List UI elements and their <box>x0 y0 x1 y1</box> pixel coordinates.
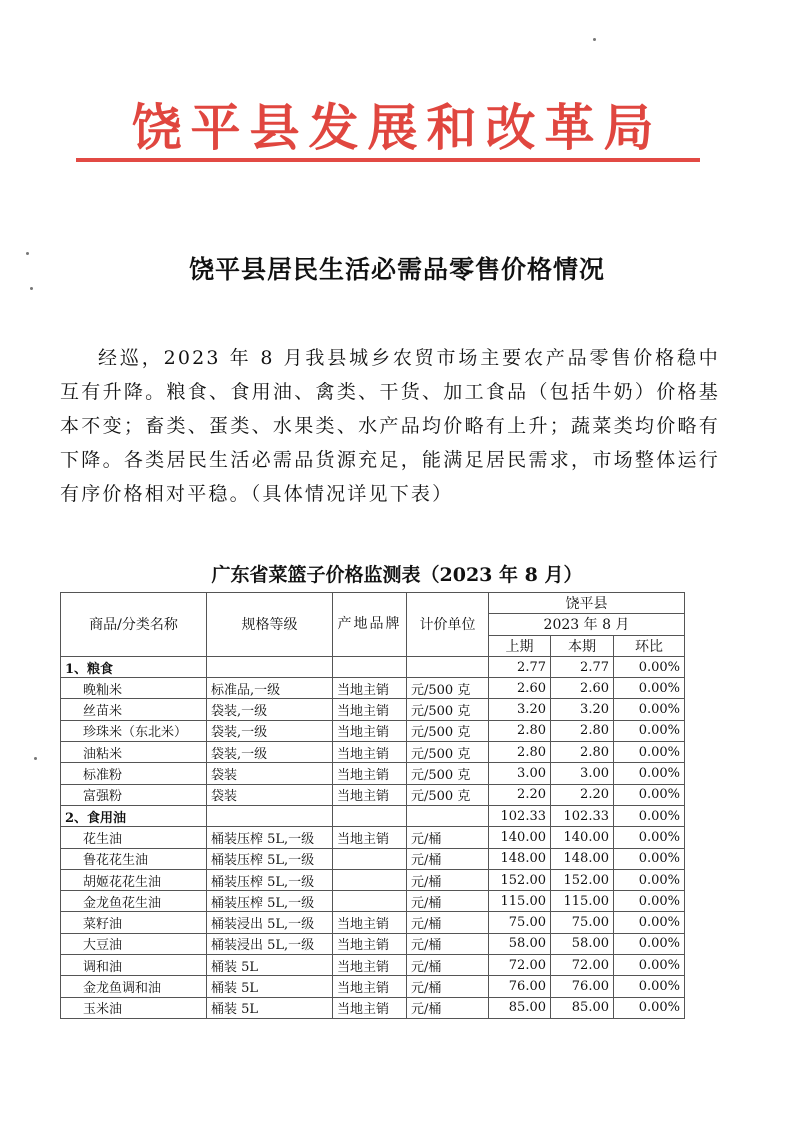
document-title: 饶平县居民生活必需品零售价格情况 <box>188 255 605 284</box>
cell-prev: 2.60 <box>489 678 551 699</box>
letterhead-rule <box>76 158 700 162</box>
scan-speck <box>34 757 37 760</box>
cell-unit: 元/500 克 <box>407 763 489 784</box>
cell-name: 2、食用油 <box>61 805 207 826</box>
cell-prev: 152.00 <box>489 869 551 890</box>
cell-spec: 桶装浸出 5L,一级 <box>207 933 333 954</box>
cell-unit: 元/桶 <box>407 976 489 997</box>
cell-spec: 桶装 5L <box>207 976 333 997</box>
scan-speck <box>593 38 596 41</box>
cell-origin: 当地主销 <box>333 827 407 848</box>
cell-curr: 3.00 <box>551 763 614 784</box>
cell-unit: 元/桶 <box>407 912 489 933</box>
header-unit: 计价单位 <box>407 593 489 657</box>
body-paragraph <box>60 341 720 511</box>
cell-curr: 72.00 <box>551 955 614 976</box>
cell-curr: 85.00 <box>551 997 614 1018</box>
table-row <box>61 912 685 933</box>
cell-spec: 桶装压榨 5L,一级 <box>207 827 333 848</box>
cell-prev: 148.00 <box>489 848 551 869</box>
cell-spec: 袋装 <box>207 763 333 784</box>
cell-name: 鲁花花生油 <box>61 848 207 869</box>
cell-prev: 3.00 <box>489 763 551 784</box>
cell-unit: 元/桶 <box>407 955 489 976</box>
cell-unit: 元/500 克 <box>407 742 489 763</box>
table-row <box>61 869 685 890</box>
cell-origin: 当地主销 <box>333 933 407 954</box>
cell-origin: 当地主销 <box>333 678 407 699</box>
cell-prev: 58.00 <box>489 933 551 954</box>
cell-unit: 元/桶 <box>407 891 489 912</box>
cell-prev: 85.00 <box>489 997 551 1018</box>
table-row <box>61 763 685 784</box>
table-row <box>61 848 685 869</box>
header-name: 商品/分类名称 <box>61 593 207 657</box>
table-title: 广东省菜篮子价格监测表（2023 年 8 月） <box>211 564 583 586</box>
cell-unit <box>407 805 489 826</box>
cell-spec: 桶装 5L <box>207 955 333 976</box>
header-period: 2023 年 8 月 <box>489 614 685 635</box>
cell-curr: 2.60 <box>551 678 614 699</box>
cell-ratio: 0.00% <box>614 997 685 1018</box>
cell-prev: 140.00 <box>489 827 551 848</box>
cell-spec <box>207 656 333 677</box>
cell-spec: 袋装,一级 <box>207 720 333 741</box>
cell-origin <box>333 656 407 677</box>
cell-spec: 桶装 5L <box>207 997 333 1018</box>
cell-curr: 75.00 <box>551 912 614 933</box>
cell-ratio: 0.00% <box>614 656 685 677</box>
table-row <box>61 784 685 805</box>
table-row <box>61 891 685 912</box>
cell-spec: 桶装压榨 5L,一级 <box>207 891 333 912</box>
cell-unit: 元/500 克 <box>407 720 489 741</box>
table-row <box>61 997 685 1018</box>
cell-prev: 2.80 <box>489 720 551 741</box>
table-row <box>61 720 685 741</box>
cell-curr: 102.33 <box>551 805 614 826</box>
cell-origin: 当地主销 <box>333 912 407 933</box>
table-row <box>61 805 685 826</box>
cell-prev: 3.20 <box>489 699 551 720</box>
table-row <box>61 699 685 720</box>
cell-spec <box>207 805 333 826</box>
cell-curr: 3.20 <box>551 699 614 720</box>
cell-origin <box>333 891 407 912</box>
cell-curr: 148.00 <box>551 848 614 869</box>
cell-ratio: 0.00% <box>614 742 685 763</box>
cell-unit: 元/500 克 <box>407 699 489 720</box>
cell-ratio: 0.00% <box>614 848 685 869</box>
cell-origin: 当地主销 <box>333 763 407 784</box>
cell-spec: 桶装压榨 5L,一级 <box>207 869 333 890</box>
cell-name: 标准粉 <box>61 763 207 784</box>
cell-curr: 58.00 <box>551 933 614 954</box>
cell-ratio: 0.00% <box>614 720 685 741</box>
cell-unit: 元/桶 <box>407 933 489 954</box>
cell-prev: 115.00 <box>489 891 551 912</box>
cell-spec: 桶装压榨 5L,一级 <box>207 848 333 869</box>
cell-ratio: 0.00% <box>614 763 685 784</box>
cell-unit <box>407 656 489 677</box>
cell-origin: 当地主销 <box>333 699 407 720</box>
cell-curr: 115.00 <box>551 891 614 912</box>
cell-name: 大豆油 <box>61 933 207 954</box>
cell-origin <box>333 805 407 826</box>
cell-ratio: 0.00% <box>614 827 685 848</box>
cell-ratio: 0.00% <box>614 912 685 933</box>
cell-name: 金龙鱼花生油 <box>61 891 207 912</box>
cell-ratio: 0.00% <box>614 699 685 720</box>
cell-origin: 当地主销 <box>333 955 407 976</box>
cell-ratio: 0.00% <box>614 784 685 805</box>
table-row <box>61 976 685 997</box>
cell-spec: 桶装浸出 5L,一级 <box>207 912 333 933</box>
price-table <box>60 592 685 1019</box>
cell-unit: 元/500 克 <box>407 678 489 699</box>
letterhead-title: 饶平县发展和改革局 <box>131 98 663 157</box>
cell-origin: 当地主销 <box>333 742 407 763</box>
cell-prev: 2.77 <box>489 656 551 677</box>
cell-ratio: 0.00% <box>614 891 685 912</box>
cell-ratio: 0.00% <box>614 976 685 997</box>
header-origin: 产地品牌 <box>333 593 407 657</box>
cell-prev: 2.80 <box>489 742 551 763</box>
cell-curr: 140.00 <box>551 827 614 848</box>
header-ratio: 环比 <box>614 635 685 656</box>
cell-unit: 元/桶 <box>407 827 489 848</box>
cell-name: 玉米油 <box>61 997 207 1018</box>
header-spec: 规格等级 <box>207 593 333 657</box>
cell-name: 富强粉 <box>61 784 207 805</box>
table-row <box>61 955 685 976</box>
table-row <box>61 827 685 848</box>
cell-prev: 75.00 <box>489 912 551 933</box>
cell-unit: 元/桶 <box>407 997 489 1018</box>
header-curr: 本期 <box>551 635 614 656</box>
table-row <box>61 678 685 699</box>
cell-name: 晚籼米 <box>61 678 207 699</box>
cell-spec: 标准品,一级 <box>207 678 333 699</box>
table-row <box>61 933 685 954</box>
cell-unit: 元/500 克 <box>407 784 489 805</box>
cell-origin: 当地主销 <box>333 976 407 997</box>
header-region: 饶平县 <box>489 593 685 614</box>
cell-origin <box>333 848 407 869</box>
cell-origin <box>333 869 407 890</box>
cell-ratio: 0.00% <box>614 678 685 699</box>
cell-curr: 152.00 <box>551 869 614 890</box>
cell-name: 珍珠米（东北米） <box>61 720 207 741</box>
cell-curr: 2.77 <box>551 656 614 677</box>
cell-curr: 2.80 <box>551 742 614 763</box>
cell-unit: 元/桶 <box>407 848 489 869</box>
cell-curr: 2.80 <box>551 720 614 741</box>
cell-origin: 当地主销 <box>333 720 407 741</box>
cell-name: 金龙鱼调和油 <box>61 976 207 997</box>
header-prev: 上期 <box>489 635 551 656</box>
cell-name: 丝苗米 <box>61 699 207 720</box>
cell-prev: 102.33 <box>489 805 551 826</box>
paragraph-text: 经巡，2023 年 8 月我县城乡农贸市场主要农产品零售价格稳中互有升降。粮食、食用油、禽类、干货、加工食品（包括牛奶）价格基本不变；畜类、蛋类、水果类、水产品均价略有上升；蔬菜类均价略有下降。各类居民生活必需品货源充足，能满足居民需求，市场整体运行有序价格相对平稳。（具体情况详见下表） <box>60 347 720 505</box>
cell-spec: 袋装,一级 <box>207 699 333 720</box>
cell-prev: 72.00 <box>489 955 551 976</box>
cell-ratio: 0.00% <box>614 933 685 954</box>
cell-origin: 当地主销 <box>333 997 407 1018</box>
cell-prev: 2.20 <box>489 784 551 805</box>
cell-curr: 76.00 <box>551 976 614 997</box>
cell-name: 油粘米 <box>61 742 207 763</box>
cell-name: 菜籽油 <box>61 912 207 933</box>
table-row <box>61 656 685 677</box>
cell-origin: 当地主销 <box>333 784 407 805</box>
cell-ratio: 0.00% <box>614 805 685 826</box>
cell-unit: 元/桶 <box>407 869 489 890</box>
cell-name: 花生油 <box>61 827 207 848</box>
cell-spec: 袋装,一级 <box>207 742 333 763</box>
cell-name: 调和油 <box>61 955 207 976</box>
cell-spec: 袋装 <box>207 784 333 805</box>
cell-ratio: 0.00% <box>614 955 685 976</box>
cell-ratio: 0.00% <box>614 869 685 890</box>
table-row <box>61 742 685 763</box>
cell-prev: 76.00 <box>489 976 551 997</box>
scan-speck <box>30 287 33 290</box>
cell-name: 胡姬花花生油 <box>61 869 207 890</box>
cell-curr: 2.20 <box>551 784 614 805</box>
cell-name: 1、粮食 <box>61 656 207 677</box>
